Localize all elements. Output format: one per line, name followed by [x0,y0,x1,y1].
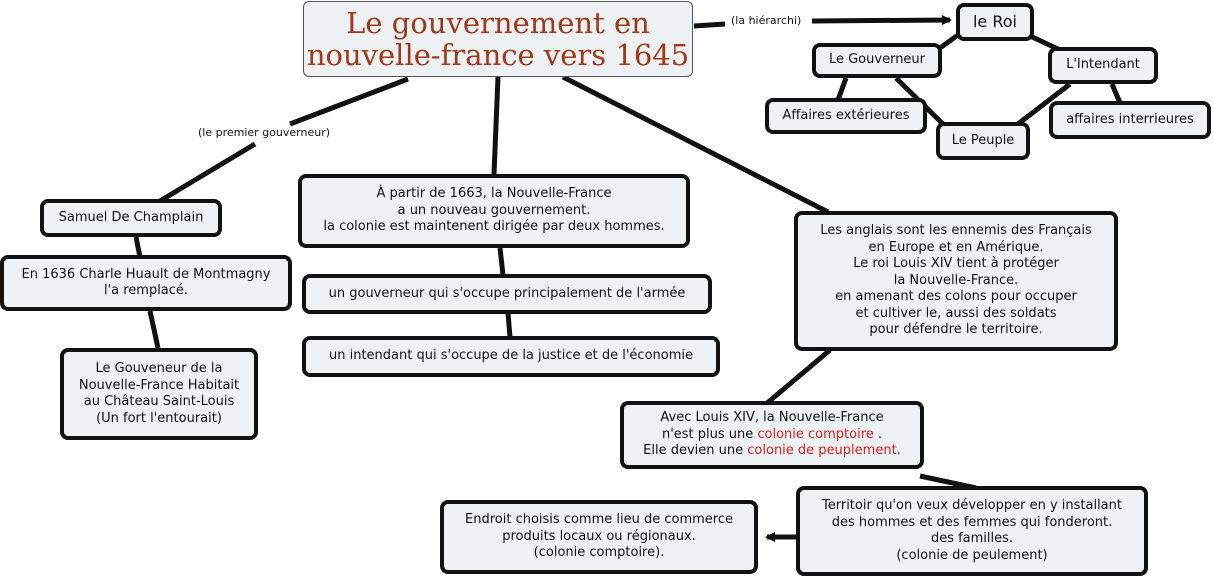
node-louis-line-3-start: Elle devien une [643,443,748,459]
link-english-louis [766,350,830,404]
node-english-line-5: en amenant des colons pour occuper [835,289,1077,305]
link-governor-foreign [838,78,846,100]
map-title-line-2: nouvelle-france vers 1645 [306,38,690,72]
node-government-intro-line-1: À partir de 1663, la Nouvelle-France [376,186,612,202]
link-first-governor-champlain [160,144,255,201]
node-champlain-label: Samuel De Champlain [58,209,204,225]
node-governor-role [302,274,712,314]
node-english-line-1: Les anglais sont les ennemis des Français [820,223,1092,239]
node-intendant-label: L'Intendant [1066,57,1140,73]
node-internal-affairs-label: affaires interrieures [1066,111,1194,127]
node-trading-post-line-2: produits locaux ou régionaux. [502,528,696,544]
node-foreign-affairs [765,98,927,134]
link-replacement-residence [150,311,158,348]
node-english-line-6: et cultiver le, aussi des soldats [855,305,1057,321]
node-english-line-4: la Nouvelle-France. [893,272,1019,288]
node-louis-line-3-end: . [896,443,901,459]
node-governor-label: Le Gouverneur [828,52,926,68]
link-label-first-governor: (le premier gouverneur) [198,126,331,139]
map-title-line-1: Le gouvernement en [346,6,650,40]
node-territory [796,486,1148,576]
link-title-first-governor [290,79,408,124]
node-residence-line-3: au Château Saint-Louis [83,394,235,409]
node-replacement-line-2: l'a remplacé. [103,283,189,298]
link-king-governor [940,35,958,48]
link-title-government [494,77,498,174]
node-replacement [0,255,292,311]
node-residence [60,348,258,440]
node-trading-post [440,500,758,574]
node-government-intro-line-2: a un nouveau gouvernement. [397,202,591,218]
node-governor [812,43,942,78]
node-trading-post-line-1: Endroit choisis comme lieu de commerce [465,512,733,528]
node-louis-line-2-start: n'est plus une [661,426,758,442]
node-territory-line-2: des hommes et des femmes qui fonderont. [831,514,1113,530]
map-title [303,1,693,77]
node-residence-line-1: Le Gouveneur de la [95,361,223,376]
node-government-intro-line-3: la colonie est maintenent dirigée par deux hommes. [323,219,665,235]
node-english-line-3: Le roi Louis XIV tient à protéger [853,256,1059,272]
node-governor-role-label: un gouverneur qui s'occupe principalement de l'armée [328,285,686,301]
node-residence-line-4: (Un fort l'entourait) [96,410,222,426]
node-government-intro [298,174,690,248]
node-territory-line-3: des familles. [930,531,1014,546]
link-title-hierarchy [694,24,725,26]
node-replacement-line-1: En 1636 Charle Huault de Montmagny [21,266,271,282]
node-king [956,3,1034,41]
node-english-line-2: en Europe et en Amérique. [868,239,1044,255]
node-louis-line-2 [662,427,882,444]
node-louis [620,401,924,469]
link-hierarchy-king [812,20,950,21]
node-louis-line-2-end: . [873,426,883,442]
node-intendant-role [302,336,720,377]
node-english-line-7: pour défendre le territoire. [869,322,1043,338]
node-king-label: le Roi [972,11,1017,31]
node-internal-affairs [1049,101,1211,139]
node-territory-line-4: (colonie de peulement) [896,547,1048,563]
node-people [936,122,1030,160]
node-trading-post-line-3: (colonie comptoire). [533,545,665,561]
link-champlain-replacement [136,237,140,257]
node-louis-line-1: Avec Louis XIV, la Nouvelle-France [660,410,884,426]
node-champlain [40,199,222,237]
link-label-hierarchy: (la hiérarchi) [731,14,802,27]
node-intendant-role-label: un intendant qui s'occupe de la justice et de l'économie [329,348,693,364]
highlight-settlement-colony: colonie de peuplement [747,443,897,459]
node-residence-line-2: Nouvelle-France Habitait [78,377,240,393]
node-intendant [1048,47,1158,84]
node-territory-line-1: Territoir qu'on veux développer en y installant [822,498,1122,513]
node-foreign-affairs-label: Affaires extérieures [782,107,910,123]
node-people-label: Le Peuple [951,132,1015,148]
highlight-trading-colony: colonie comptoire [757,426,874,442]
link-government-governor-role [500,248,503,275]
node-english [794,211,1118,351]
link-governor-intendant-role [508,313,510,337]
node-louis-line-3 [643,443,901,460]
